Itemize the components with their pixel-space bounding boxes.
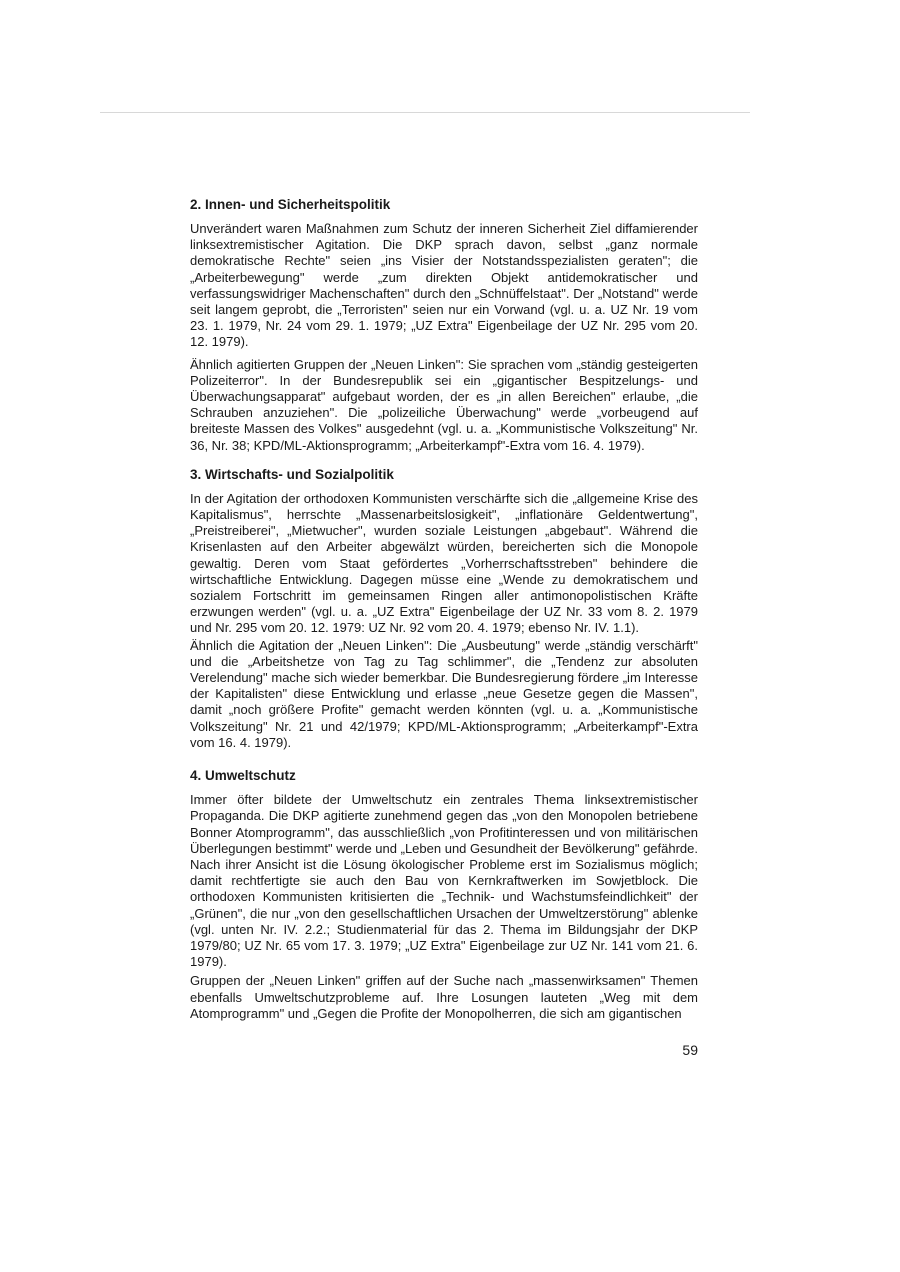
section-innen-sicherheitspolitik [190, 196, 698, 454]
top-rule [100, 112, 750, 113]
section-umweltschutz [190, 767, 698, 1022]
page-body [190, 196, 698, 1022]
section-heading: 4. Umweltschutz [190, 768, 296, 784]
paragraph: In der Agitation der orthodoxen Kommunisten verschärfte sich die „allgemeine Krise des Kapitalismus", herrschte „Massenarbeitslosigkeit", „inflationäre Geldentwertung", „Preistreiberei", „Mietwucher", wurden soziale Leistungen „abgebaut". Während die Krisenlasten auf den Arbeiter abgewälzt würden, bereicherten sich die Monopole gewaltig. Deren vom Staat gefördertes „Vorherrschaftsstreben" behindere die wirtschaftliche Entwicklung. Dagegen müsse eine „Wende zu demokratischem und sozialem Fortschritt im gemeinsamen Ringen aller antimonopolistischen Kräfte erzwungen werden" (vgl. u. a. „UZ Extra" Eigenbeilage der UZ Nr. 33 vom 8. 2. 1979 und Nr. 295 vom 20. 12. 1979: UZ Nr. 92 vom 20. 4. 1979; ebenso Nr. IV. 1.1). [190, 490, 698, 636]
section-heading: 3. Wirtschafts- und Sozialpolitik [190, 466, 394, 482]
paragraph: Gruppen der „Neuen Linken" griffen auf der Suche nach „massenwirksamen" Themen ebenfalls Umweltschutzprobleme auf. Ihre Losungen lauteten „Weg mit dem Atomprogramm" und „Gegen die Profite der Monopolherren, die sich am gigantischen [190, 973, 698, 1021]
paragraph: Ähnlich die Agitation der „Neuen Linken": Die „Ausbeutung" werde „ständig verschärft" und die „Arbeitshetze von Tag zu Tag schlimmer", die „Tendenz zur absoluten Verelendung" mache sich wieder bemerkbar. Die Bundesregierung fördere „im Interesse der Kapitalisten" diese Entwicklung und erlasse „neue Gesetze gegen die Massen", damit „noch größere Profite" gemacht werden könnten (vgl. u. a. „Kommunistische Volkszeitung" Nr. 21 und 42/1979; KPD/ML-Aktionsprogramm; „Arbeiterkampf"-Extra vom 16. 4. 1979). [190, 637, 698, 750]
paragraph: Ähnlich agitierten Gruppen der „Neuen Linken": Sie sprachen vom „ständig gesteigerten Polizeiterror". In der Bundesrepublik sei ein „gigantischer Bespitzelungs- und Überwachungsapparat" aufgebaut worden, der es „in allen Bereichen" erlaube, „die Schrauben anzuziehen". Die „polizeiliche Überwachung" werde „vorbeugend auf breiteste Massen des Volkes" ausgedehnt (vgl. u. a. „Kommunistische Volkszeitung" Nr. 36, Nr. 38; KPD/ML-Aktionsprogramm; „Arbeiterkampf"-Extra vom 16. 4. 1979). [190, 356, 698, 453]
section-heading: 2. Innen- und Sicherheitspolitik [190, 197, 391, 212]
page-number: 59 [682, 1042, 698, 1058]
paragraph: Unverändert waren Maßnahmen zum Schutz der inneren Sicherheit Ziel diffamierender linksextremistischer Agitation. Die DKP sprach davon, selbst „ganz normale demokratische Rechte" seien „ins Visier der Notstandsspezialisten geraten"; die „Arbeiterbewegung" werde „zum direkten Objekt antidemokratischer und verfassungswidriger Machenschaften" durch den „Schnüffelstaat". Der „Notstand" werde seit langem geprobt, die „Terroristen" seien nur ein Vorwand (vgl. u. a. UZ Nr. 19 vom 23. 1. 1979, Nr. 24 vom 29. 1. 1979; „UZ Extra" Eigenbeilage der UZ Nr. 295 vom 20. 12. 1979). [190, 221, 698, 350]
section-wirtschafts-sozialpolitik [190, 466, 698, 751]
paragraph: Immer öfter bildete der Umweltschutz ein zentrales Thema linksextremistischer Propaganda. Die DKP agitierte zunehmend gegen das „von den Monopolen betriebene Bonner Atomprogramm", das ausschließlich „von Profitinteressen und von militärischen Überlegungen bestimmt" werde und „Leben und Gesundheit der Bevölkerung" gefährde. Nach ihrer Ansicht ist die Lösung ökologischer Probleme erst im Sozialismus möglich; damit rechtfertigte sie auch den Bau von Kernkraftwerken im Sowjetblock. Die orthodoxen Kommunisten kritisierten die „Technik- und Wachstumsfeindlichkeit" der „Grünen", die nur „von den gesellschaftlichen Ursachen der Umweltzerstörung" ablenke (vgl. unten Nr. IV. 2.2.; Studienmaterial für das 2. Thema im Bildungsjahr der DKP 1979/80; UZ Nr. 65 vom 17. 3. 1979; „UZ Extra" Eigenbeilage zur UZ Nr. 141 vom 21. 6. 1979). [190, 792, 698, 970]
